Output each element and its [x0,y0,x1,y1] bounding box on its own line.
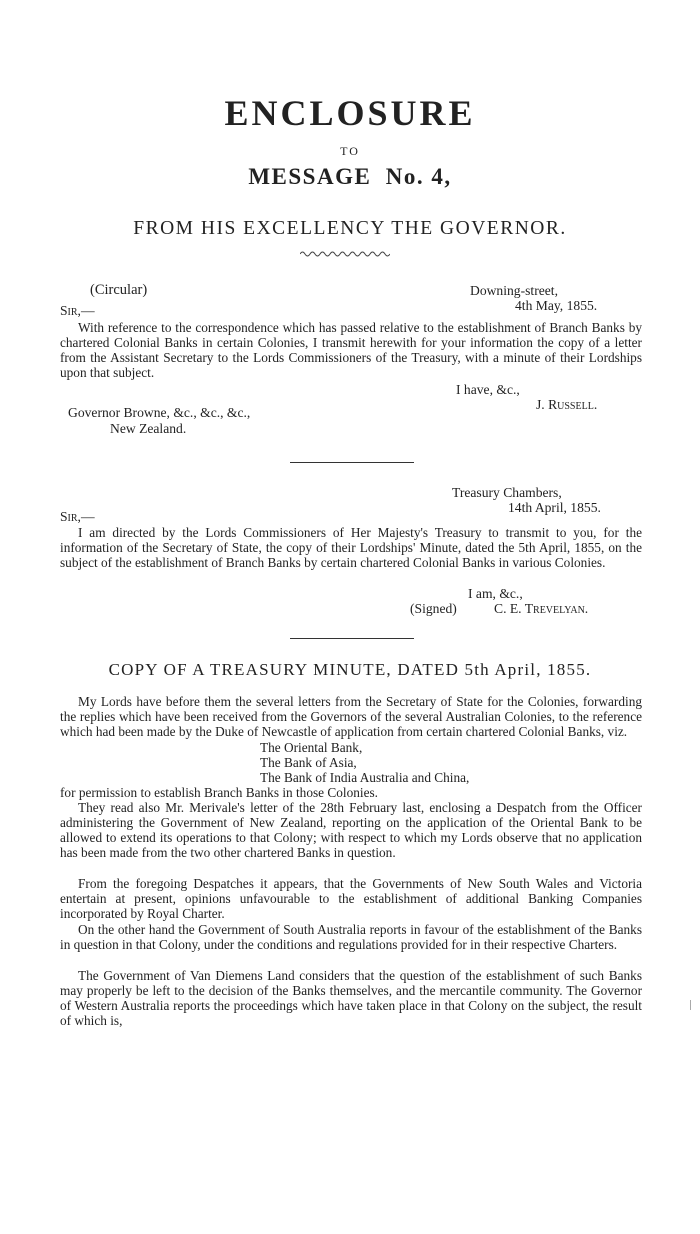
from-heading: FROM HIS EXCELLENCY THE GOVERNOR. [133,218,567,239]
divider [290,638,414,639]
divider [290,462,414,463]
minute-paragraph-3: From the foregoing Despatches it appears, that the Governments of New South Wales and Victoria entertain at present, opinions unfavourable to the establishment of additional Banking Companies incorporated by Royal Charter. [60,876,642,922]
letter1-closing: I have, &c., [456,382,520,397]
letter1-salutation: Sir,— [60,303,95,318]
margin-mark [690,1000,691,1010]
letter2-address-line2: 14th April, 1855. [508,500,601,515]
letter2-address-line1: Treasury Chambers, [452,485,562,500]
circular-label: (Circular) [90,282,148,298]
minute-paragraph-4: On the other hand the Government of South Australia reports in favour of the establishment of the Banks in question in that Colony, under the conditions and regulations provided for in their respective Charters. [60,922,642,953]
letter1-address-line2: 4th May, 1855. [515,298,598,313]
letter2-closing: I am, &c., [468,586,523,601]
minute-paragraph-1-end: for permission to establish Branch Banks in those Colonies. [60,785,378,800]
wavy-ornament [300,250,390,258]
bank-list-item: The Bank of India Australia and China, [260,770,470,785]
minute-heading: COPY OF A TREASURY MINUTE, DATED 5th April, 1855. [108,660,592,679]
letter1-body: With reference to the correspondence which has passed relative to the establishment of Branch Banks by chartered Colonial Banks in certain Colonies, I transmit herewith for your information the copy of a letter from the Assistant Secretary to the Lords Commissioners of the Treasury, with a minute of their Lordships upon that subject. [60,320,642,381]
title: ENCLOSURE [224,93,476,133]
minute-paragraph-5: The Government of Van Diemens Land considers that the question of the establishment of such Banks may properly be left to the decision of the Banks themselves, and the mercantile community. The Governor of Western Australia reports the proceedings which have taken place in that Colony on the subject, the result of which is, [60,968,642,1029]
letter1-recipient-line1: Governor Browne, &c., &c., &c., [68,405,251,420]
letter2-salutation: Sir,— [60,509,95,524]
letter1-signature: J. Russell. [536,397,598,412]
minute-paragraph-1: My Lords have before them the several letters from the Secretary of State for the Colonies, forwarding the replies which have been received from the Governors of the several Australian Colonies, to the reference which had been made by the Duke of Newcastle of application from certain chartered Colonial Banks, viz. [60,694,642,740]
letter1-address-line1: Downing-street, [470,283,558,298]
minute-paragraph-2: They read also Mr. Merivale's letter of the 28th February last, enclosing a Despatch from the Officer administering the Government of New Zealand, reporting on the application of the Oriental Bank to be allowed to extend its operations to that Colony; with respect to which my Lords observe that no application has been made from the two other chartered Banks in question. [60,800,642,861]
letter2-signed: (Signed) [410,601,457,616]
to-label: TO [340,144,360,158]
letter2-body: I am directed by the Lords Commissioners of Her Majesty's Treasury to transmit to you, for the information of the Secretary of State, the copy of their Lordships' Minute, dated the 5th April, 1855, on the subject of the establishment of Branch Banks by certain chartered Colonial Banks in various Colonies. [60,525,642,571]
message-heading: MESSAGE No. 4, [248,164,452,189]
bank-list-item: The Oriental Bank, [260,740,363,755]
letter2-signature: C. E. Trevelyan. [494,601,589,616]
letter1-recipient-line2: New Zealand. [110,421,187,436]
bank-list-item: The Bank of Asia, [260,755,357,770]
